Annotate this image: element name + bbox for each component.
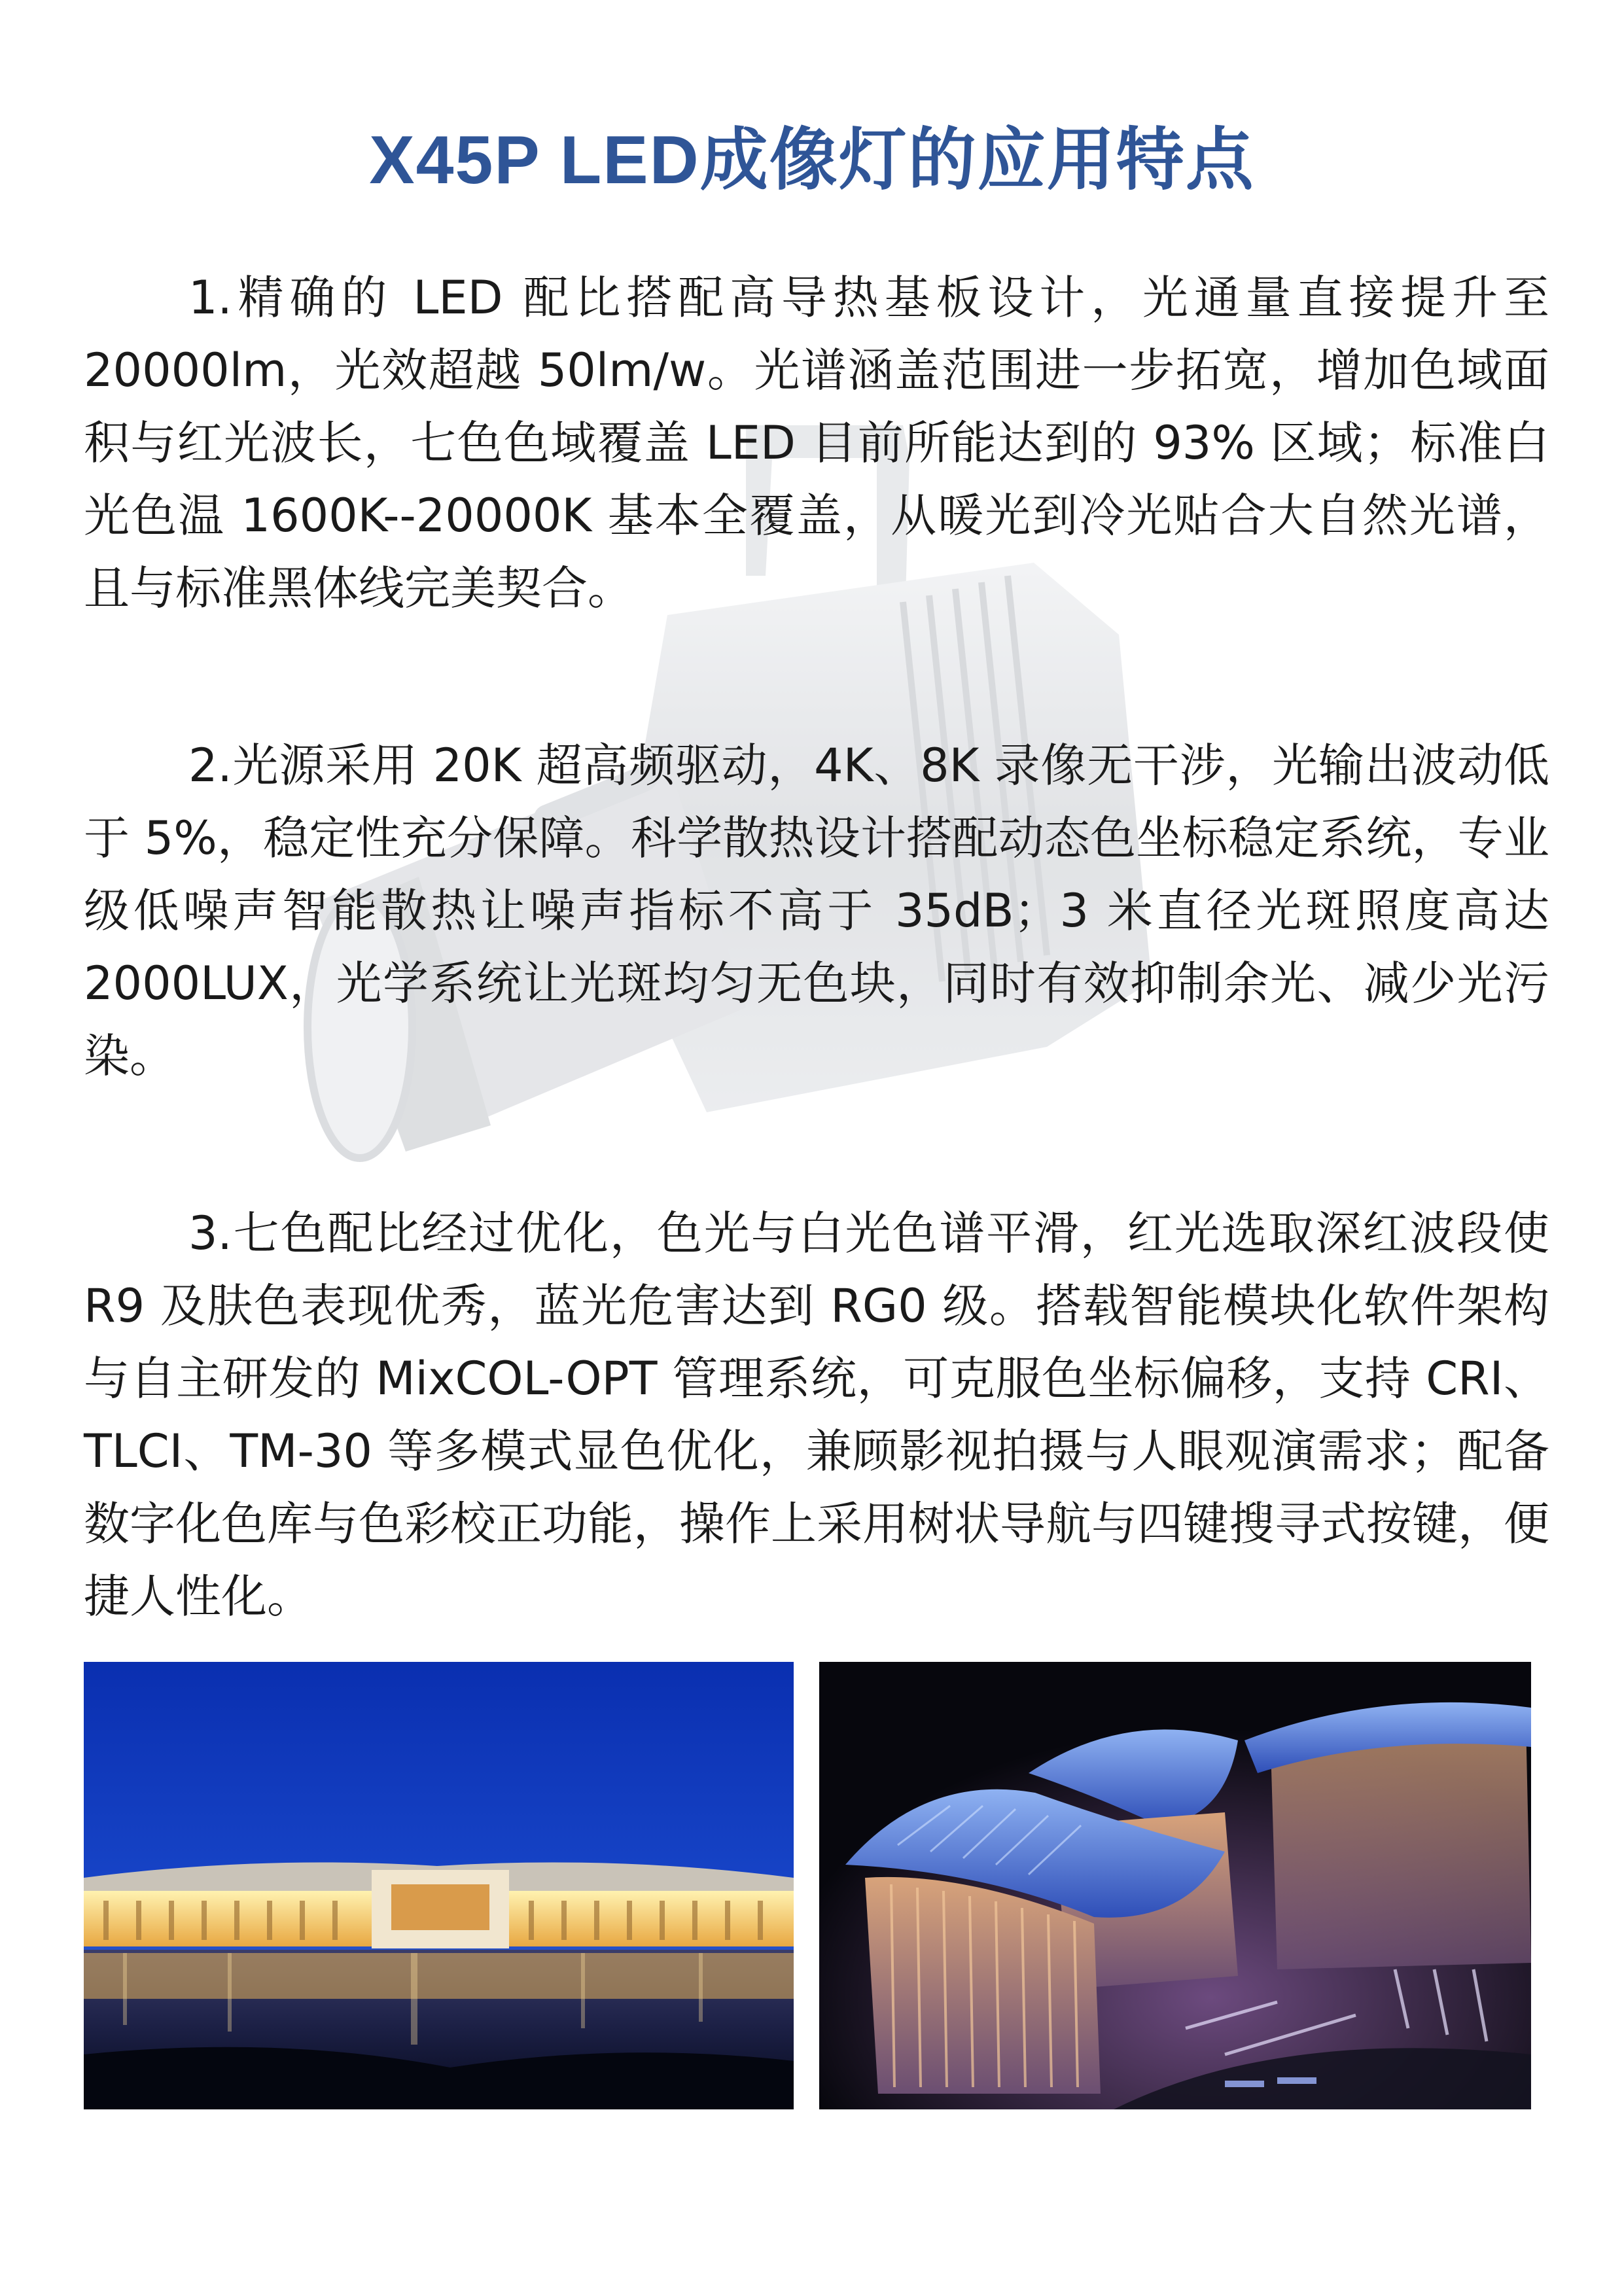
feature-list (84, 262, 1549, 1738)
feature-paragraph-3: 3.七色配比经过优化，色光与白光色谱平滑，红光选取深红波段使 R9 及肤色表现优秀，蓝光危害达到 RG0 级。搭载智能模块化软件架构与自主研发的 MixCOL-OPT 管理系统，可克服色坐标偏移，支持 CRI、TLCI、TM-30 等多模式显色优化，兼顾影视拍摄与人眼观演需求；配备数字化色库与色彩校正功能，操作上采用树状导航与四键搜寻式按键，便捷人性化。 (84, 1206, 1549, 1623)
feature-paragraph-1: 1.精确的 LED 配比搭配高导热基板设计，光通量直接提升至 20000lm，光效超越 50lm/w。光谱涵盖范围进一步拓宽，增加色域面积与红光波长，七色色域覆盖 LED 目前所能达到的 93% 区域；标准白光色温 1600K--20000K 基本全覆盖，从暖光到冷光贴合大自然光谱，且与标准黑体线完美契合。 (84, 271, 1549, 615)
page-title: X45P LED成像灯的应用特点 (369, 122, 1255, 198)
exhibition-hall-night-photo (84, 1662, 794, 2109)
feature-paragraph-2: 2.光源采用 20K 超高频驱动，4K、8K 录像无干涉，光输出波动低于 5%，稳定性充分保障。科学散热设计搭配动态色坐标稳定系统，专业级低噪声智能散热让噪声指标不高于 35dB；3 米直径光斑照度高达 2000LUX，光学系统让光斑均匀无色块，同时有效抑制余光、减少光污染。 (84, 739, 1549, 1083)
theater-architecture-night-photo (819, 1662, 1531, 2109)
